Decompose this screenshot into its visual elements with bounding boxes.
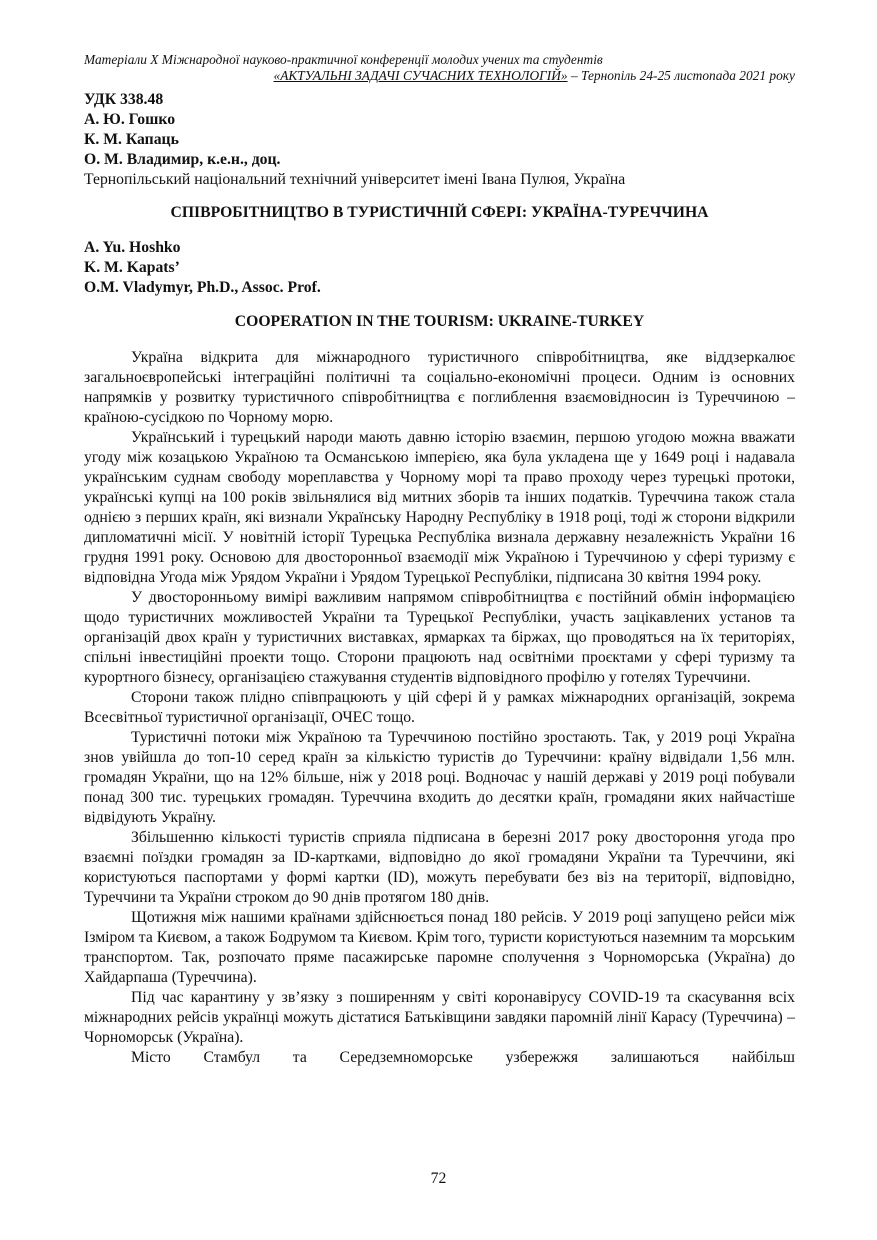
affiliation: Тернопільський національний технічний університет імені Івана Пулюя, Україна [84, 171, 626, 188]
paragraph: Український і турецький народи мають давню історію взаємин, першою угодою можна вважати угоду між козацькою Україною та Османською імперією, яка була укладена ще у 1649 році і надавала українським суднам свободу мореплавства у Чорному морі та право проходу через турецькі протоки, українські купці на 100 років звільнялися від митних зборів та інших податків. Туреччина також стала однією з перших країн, які визнали Українську Народну Республіку в 1918 році, тоді ж сторони відкрили дипломатичні місії. У новітній історії Турецька Республіка визнала державну незалежність України 16 грудня 1991 року. Основою для двосторонньої взаємодії між Україною і Туреччиною у сфері туризму є відповідна Угода між Урядом України і Урядом Турецької Республіки, підписана 30 квітня 1994 року. [84, 429, 795, 586]
running-header [84, 52, 795, 84]
author-ua-3: О. М. Владимир, к.е.н., доц. [84, 151, 281, 168]
page-number: 72 [430, 1170, 447, 1187]
author-ua-2: К. М. Капаць [84, 131, 179, 148]
article-text [84, 348, 795, 1068]
author-en-3: O.M. Vladymyr, Ph.D., Assoc. Prof. [84, 279, 321, 296]
paragraph: Україна відкрита для міжнародного туристичного співробітництва, яке віддзеркалює загальноєвропейські інтеграційні політичні та соціально-економічні процеси. Одним із основних напрямків у розвитку туристичного співробітництва є поглиблення взаємовідносин із Туреччиною – країною-сусідкою по Чорному морю. [84, 349, 795, 426]
author-en-1: A. Yu. Hoshko [84, 239, 181, 256]
author-ua-1: А. Ю. Гошко [84, 111, 176, 128]
conference-place-date: – Тернопіль 24-25 листопада 2021 року [567, 68, 795, 83]
paragraph: Місто Стамбул та Середземноморське узбережжя залишаються найбільш [131, 1049, 795, 1066]
paragraph: У двосторонньому вимірі важливим напрямом співробітництва є постійний обмін інформацією щодо туристичних можливостей України та Турецької Республіки, участь зацікавлених установ та організацій двох країн у туристичних виставках, ярмарках та біржах, що проводяться на їх територіях, спільні інвестиційні проекти тощо. Сторони працюють над освітніми проєктами у сфері туризму та курортного бізнесу, організацією стажування студентів відповідного профілю у готелях Туреччини. [84, 589, 795, 686]
title-ukrainian: СПІВРОБІТНИЦТВО В ТУРИСТИЧНІЙ СФЕРІ: УКРАЇНА-ТУРЕЧЧИНА [170, 204, 709, 221]
udk-code: УДК 338.48 [84, 91, 164, 108]
title-english: COOPERATION IN THE TOURISM: UKRAINE-TURKEY [234, 313, 645, 330]
paragraph: Під час карантину у зв’язку з поширенням у світі коронавірусу COVID-19 та скасування всіх міжнародних рейсів українці можуть дістатися Батьківщини завдяки паромній лінії Карасу (Туреччина) – Чорноморськ (Україна). [84, 989, 795, 1046]
paragraph: Щотижня між нашими країнами здійснюється понад 180 рейсів. У 2019 році запущено рейси між Ізміром та Києвом, а також Бодрумом та Києвом. Крім того, туристи користуються наземним та морським транспортом. Так, розпочато пряме пасажирське паромне сполучення з Чорноморська (Україна) до Хайдарпаша (Туреччина). [84, 909, 795, 986]
article-body [84, 90, 795, 1068]
header-line-1: Матеріали Х Міжнародної науково-практичної конференції молодих учених та студентів [84, 52, 603, 67]
paragraph: Збільшенню кількості туристів сприяла підписана в березні 2017 року двостороння угода про взаємні поїздки громадян за ID-картками, відповідно до якої громадяни України та Туреччини, які користуються паспортами у формі картки (ID), можуть перебувати без віз на території, відповідно, Туреччини та України строком до 90 днів протягом 180 днів. [84, 829, 795, 906]
author-en-2: K. M. Kapats’ [84, 259, 180, 276]
conference-name: «АКТУАЛЬНІ ЗАДАЧІ СУЧАСНИХ ТЕХНОЛОГІЙ» [273, 68, 568, 83]
paragraph: Сторони також плідно співпрацюють у цій сфері й у рамках міжнародних організацій, зокрема Всесвітньої туристичної організації, ОЧЕС тощо. [84, 689, 795, 726]
paragraph: Туристичні потоки між Україною та Туреччиною постійно зростають. Так, у 2019 році Україна знов увійшла до топ-10 серед країн за кількістю туристів до Туреччини: країну відвідали 1,56 млн. громадян України, що на 12% більше, ніж у 2018 році. Водночас у нашій державі у 2019 році побували понад 300 тис. турецьких громадян. Туреччина входить до десятки країн, громадяни яких найчастіше відвідують Україну. [84, 729, 795, 826]
header-line-2 [84, 68, 795, 84]
authors-english [84, 238, 795, 298]
